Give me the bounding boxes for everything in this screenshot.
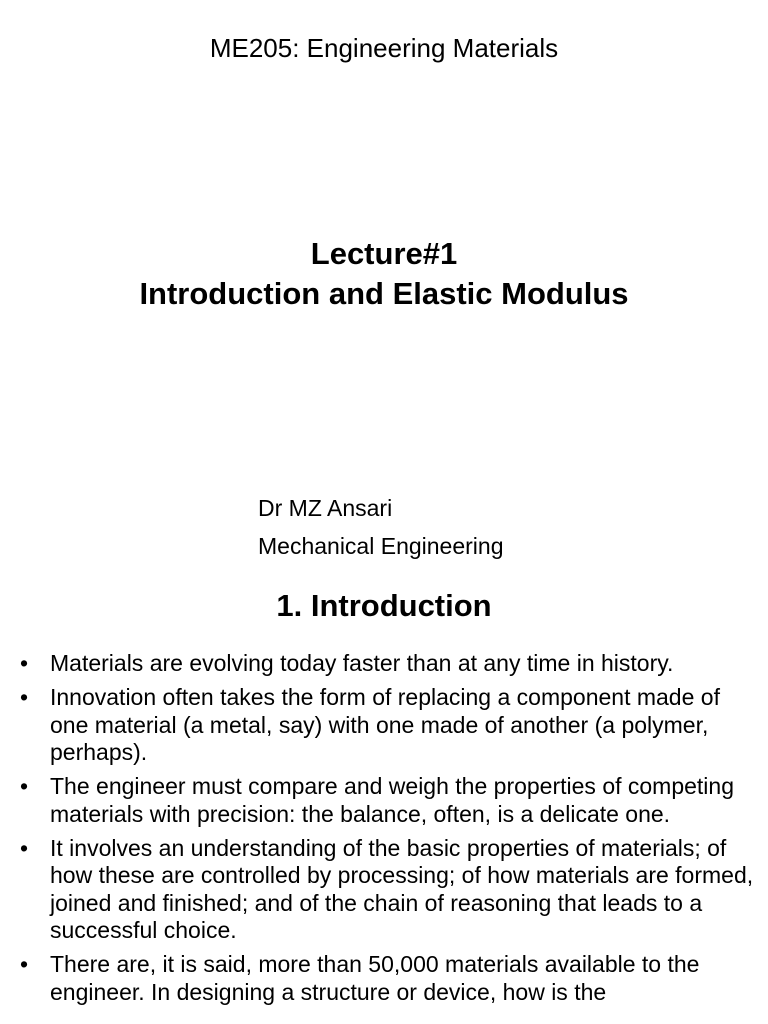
lecture-number: Lecture#1 xyxy=(310,236,458,271)
lecture-heading xyxy=(0,234,768,314)
bullet-icon: • xyxy=(20,773,29,799)
lecture-topic: Introduction and Elastic Modulus xyxy=(139,276,629,311)
bullet-list xyxy=(18,650,758,1013)
bullet-icon: • xyxy=(20,684,29,710)
list-item-text: Innovation often takes the form of replacing a component made of one material (a metal, say) with one made of another (a polymer, perhaps). xyxy=(50,684,720,765)
bullet-icon: • xyxy=(20,834,29,861)
author-department: Mechanical Engineering xyxy=(258,533,504,559)
list-item xyxy=(18,951,758,1006)
list-item-text: It involves an understanding of the basic properties of materials; of how these are controlled by processing; of how materials are formed, joined and finished; and of the chain of reasoning that leads to a successful choice. xyxy=(50,834,754,943)
bullet-icon: • xyxy=(20,650,29,676)
list-item-text: Materials are evolving today faster than at any time in history. xyxy=(50,650,674,676)
author-name: Dr MZ Ansari xyxy=(258,495,393,521)
list-item-text: The engineer must compare and weigh the properties of competing materials with precision: the balance, often, is a delicate one. xyxy=(50,773,735,827)
bullet-icon: • xyxy=(20,951,29,977)
author-block xyxy=(258,489,504,565)
list-item xyxy=(18,835,758,945)
list-item xyxy=(18,773,758,828)
section-heading: 1. Introduction xyxy=(276,588,492,623)
list-item xyxy=(18,650,758,678)
list-item-text: There are, it is said, more than 50,000 materials available to the engineer. In designing a structure or device, how is the xyxy=(50,951,700,1005)
course-title: ME205: Engineering Materials xyxy=(209,33,559,63)
list-item xyxy=(18,684,758,767)
